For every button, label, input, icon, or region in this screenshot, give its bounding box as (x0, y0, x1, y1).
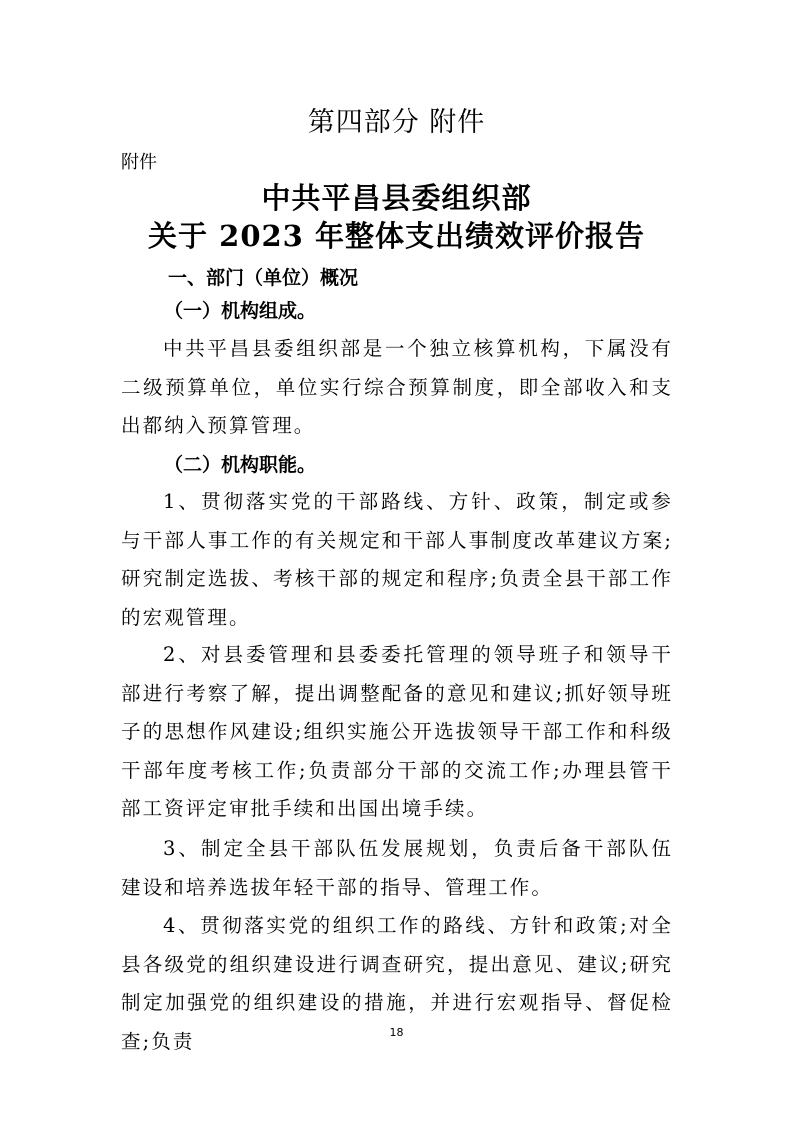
subheading-organization: （一）机构组成。 (164, 300, 317, 322)
paragraph-function-4: 4、贯彻落实党的组织工作的路线、方针和政策;对全县各级党的组织建设进行调查研究，提出意见、建议;研究制定加强党的组织建设的措施，并进行宏观指导、督促检查;负责 (121, 914, 673, 1053)
paragraph-function-1: 1、贯彻落实党的干部路线、方针、政策，制定或参与干部人事工作的有关规定和干部人事制度改革建议方案;研究制定选拔、考核干部的规定和程序;负责全县干部工作的宏观管理。 (121, 490, 673, 629)
paragraph-function-3: 3、制定全县干部队伍发展规划，负责后备干部队伍建设和培养选拔年轻干部的指导、管理工作。 (121, 837, 673, 899)
attachment-label: 附件 (121, 152, 157, 173)
paragraph-organization: 中共平昌县委组织部是一个独立核算机构，下属没有二级预算单位，单位实行综合预算制度，即全部收入和支出都纳入预算管理。 (121, 337, 673, 437)
page-number: 18 (389, 1026, 404, 1039)
section-title: 第四部分 附件 (307, 107, 486, 138)
paragraph-function-2: 2、对县委管理和县委委托管理的领导班子和领导干部进行考察了解，提出调整配备的意见和建议;抓好领导班子的思想作风建设;组织实施公开选拔领导干部工作和科级干部年度考核工作;负责部分干部的交流工作;办理县管干部工资评定审批手续和出国出境手续。 (121, 643, 673, 820)
heading-department-overview: 一、部门（单位）概况 (168, 267, 359, 289)
report-title-line1: 中共平昌县委组织部 (261, 181, 532, 215)
subheading-functions: （二）机构职能。 (164, 454, 317, 476)
report-title-line2: 关于 2023 年整体支出绩效评价报告 (148, 219, 645, 253)
